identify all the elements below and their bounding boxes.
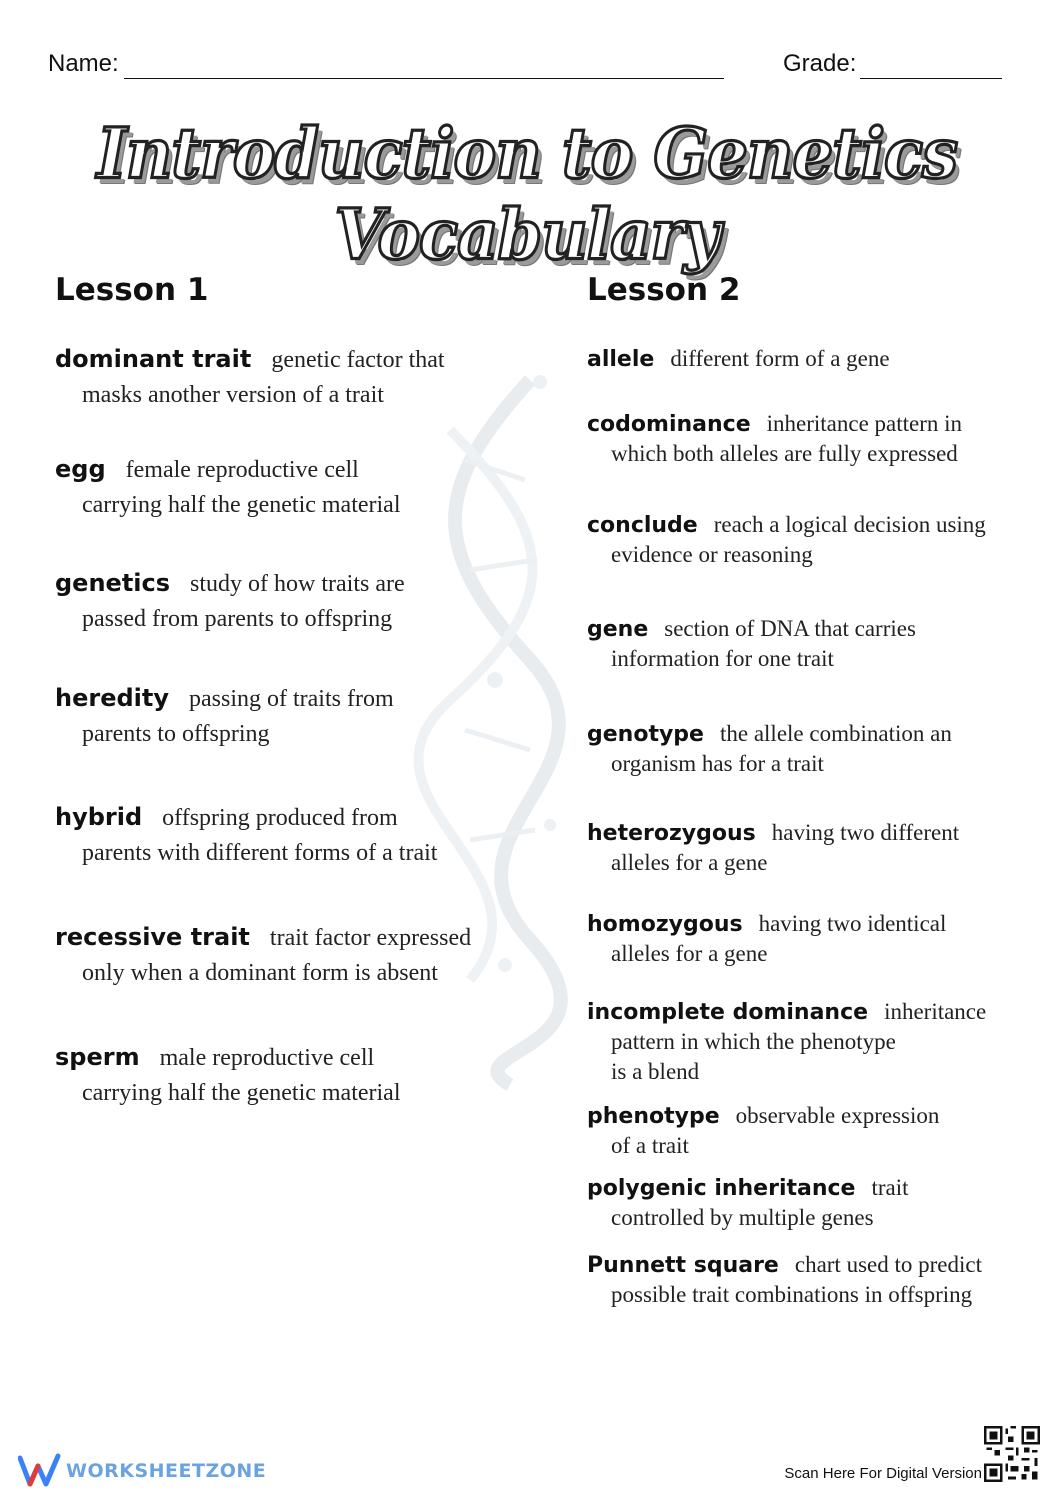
vocab-definition: male reproductive cell (159, 1045, 375, 1071)
vocab-definition: inheritance pattern in (766, 411, 963, 436)
vocab-definition-cont: carrying half the genetic material (82, 492, 401, 518)
vocab-entry (587, 1175, 909, 1233)
vocab-entry (55, 1043, 401, 1107)
vocab-definition: having two different (771, 820, 960, 845)
vocab-term: sperm (55, 1043, 140, 1071)
vocab-entry (55, 684, 394, 748)
vocab-definition: female reproductive cell (125, 457, 359, 483)
vocab-definition: chart used to predict (794, 1252, 982, 1277)
vocab-definition: observable expression (735, 1103, 940, 1128)
vocab-definition: trait (871, 1175, 909, 1200)
grade-input-line[interactable] (860, 78, 1002, 79)
vocab-definition: different form of a gene (670, 346, 890, 371)
vocab-definition-cont: which both alleles are fully expressed (611, 441, 958, 466)
vocab-definition-cont: controlled by multiple genes (611, 1205, 874, 1230)
vocab-definition: genetic factor that (271, 347, 445, 373)
grade-label: Grade: (783, 50, 857, 77)
vocab-definition-cont: of a trait (611, 1133, 689, 1158)
vocab-term: recessive trait (55, 923, 250, 951)
scan-text: Scan Here For Digital Version (784, 1465, 982, 1482)
vocab-definition: study of how traits are (190, 571, 405, 597)
vocab-definition: trait factor expressed (269, 925, 472, 951)
vocab-term: homozygous (587, 912, 743, 937)
vocab-definition: reach a logical decision using (713, 512, 986, 537)
vocab-entry (587, 411, 962, 467)
vocab-term: heterozygous (587, 821, 756, 846)
lesson-1-heading: Lesson 1 (55, 272, 209, 308)
vocab-definition-cont: is a blend (611, 1059, 700, 1084)
vocab-definition: passing of traits from (189, 686, 394, 712)
vocab-entry (55, 803, 437, 867)
vocab-definition-cont: masks another version of a trait (82, 382, 384, 408)
vocab-definition: the allele combination an (719, 721, 952, 746)
vocab-term: genotype (587, 722, 704, 747)
vocab-entry (587, 911, 946, 967)
vocab-term: incomplete dominance (587, 1000, 869, 1025)
vocab-definition-cont: parents with different forms of a trait (82, 840, 438, 866)
vocab-entry (587, 999, 986, 1087)
vocab-entry (55, 345, 445, 409)
vocab-entry (55, 923, 471, 987)
brand-name[interactable]: WORKSHEETZONE (66, 1460, 267, 1482)
vocab-term: hybrid (55, 803, 143, 831)
vocab-term: gene (587, 617, 649, 642)
vocab-entry (55, 569, 405, 633)
vocab-term: conclude (587, 513, 698, 538)
vocab-definition: offspring produced from (162, 805, 398, 831)
vocab-term: codominance (587, 412, 751, 437)
vocab-definition-cont: evidence or reasoning (611, 542, 813, 567)
vocab-term: egg (55, 455, 106, 483)
vocab-entry (587, 512, 986, 568)
name-input-line[interactable] (124, 78, 724, 79)
vocab-entry (587, 1252, 982, 1310)
vocab-definition-cont: alleles for a gene (611, 850, 768, 875)
vocab-entry (587, 616, 916, 672)
vocab-definition-cont: alleles for a gene (611, 941, 768, 966)
vocab-term: dominant trait (55, 345, 252, 373)
name-label: Name: (48, 50, 119, 77)
vocab-term: polygenic inheritance (587, 1176, 856, 1201)
vocab-definition-cont: pattern in which the phenotype (611, 1029, 896, 1054)
page-title: Introduction to Genetics Vocabulary (96, 114, 958, 276)
lesson-2-heading: Lesson 2 (587, 272, 741, 308)
vocab-definition-cont: parents to offspring (82, 721, 270, 747)
vocab-term: heredity (55, 684, 169, 712)
vocab-term: allele (587, 347, 655, 372)
vocab-definition: having two identical (758, 911, 947, 936)
vocab-definition-cont: information for one trait (611, 646, 834, 671)
vocab-definition-cont: organism has for a trait (611, 751, 824, 776)
vocab-definition-cont: carrying half the genetic material (82, 1080, 401, 1106)
vocab-definition: section of DNA that carries (664, 616, 916, 641)
vocab-term: genetics (55, 569, 171, 597)
vocab-entry (587, 346, 890, 372)
vocab-definition: inheritance (884, 999, 987, 1024)
vocab-definition-cont: passed from parents to offspring (82, 606, 393, 632)
vocab-term: phenotype (587, 1104, 720, 1129)
vocab-term: Punnett square (587, 1253, 779, 1278)
qr-code-icon[interactable] (984, 1426, 1040, 1482)
vocab-definition-cont: only when a dominant form is absent (82, 960, 438, 986)
vocab-entry (587, 820, 959, 876)
vocab-entry (587, 1103, 939, 1161)
vocab-entry (55, 455, 401, 519)
vocab-entry (587, 721, 952, 777)
vocab-definition-cont: possible trait combinations in offspring (611, 1282, 973, 1307)
header-fields (48, 50, 1003, 84)
worksheetzone-logo-icon[interactable] (18, 1452, 62, 1488)
